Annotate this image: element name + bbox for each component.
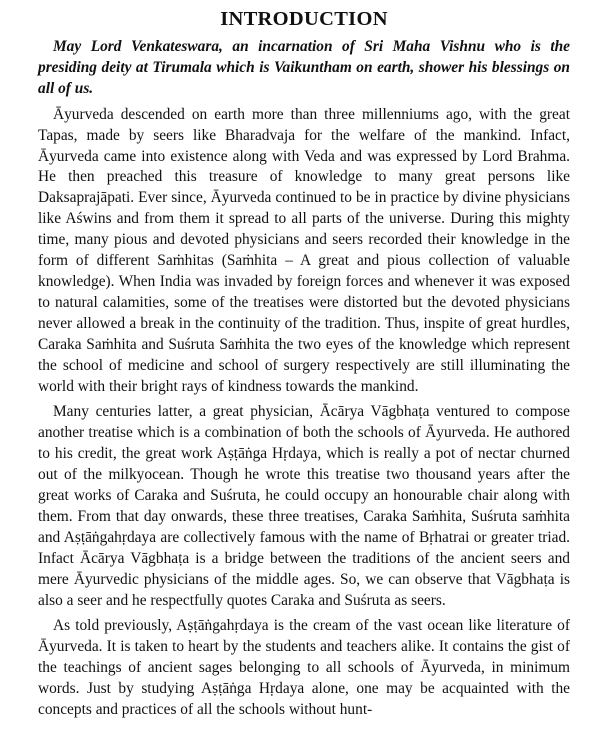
body-paragraph-1: Āyurveda descended on earth more than three millenniums ago, with the great Tapas, made by seers like Bharadvaja for the welfare of the mankind. Infact, Āyurveda came into existence along with Veda and was expressed by Lord Brahma. He then preached this treasure of knowledge to many great persons like Daksaprajāpati. Ever since, Āyurveda continued to be in practice by divine physicians like Aświns and from them it spread to all parts of the universe. During this mighty time, many pious and devoted physicians and seers recorded their knowledge in the form of different Saṁhitas (Saṁhita – A great and pious collection of valuable knowledge). When India was invaded by foreign forces and whenever it was exposed to natural calamities, some of the treatises were distorted but the devoted physicians never allowed a break in the continuity of the tradition. Thus, inspite of great hurdles, Caraka Saṁhita and Suśruta Saṁhita the two eyes of the knowledge which represent the school of medicine and school of surgery respectively are still illuminating the world with their bright rays of kindness towards the mankind. <box>38 105 570 395</box>
page-title: INTRODUCTION <box>220 8 388 30</box>
body-paragraph-3: As told previously, Aṣṭāṅgahṛdaya is the cream of the vast ocean like literature of Āyurveda. It is taken to heart by the students and teachers alike. It contains the gist of the teachings of ancient sages belonging to all schools of Āyurveda, in minimum words. Just by studying Aṣṭāṅga Hṛdaya alone, one may be acquainted with the concepts and practices of all the schools without hunt- <box>38 617 570 719</box>
invocation-paragraph: May Lord Venkateswara, an incarnation of Sri Maha Vishnu who is the presiding deity at Tirumala which is Vaikuntham on earth, shower his blessings on all of us. <box>38 38 570 97</box>
body-paragraph-2: Many centuries latter, a great physician, Ācārya Vāgbhaṭa ventured to compose another treatise which is a combination of both the schools of Āyurveda. He authored to his credit, the great work Aṣṭāṅga Hṛdaya, which is really a pot of nectar churned out of the milkyocean. Though he wrote this treatise two thousand years after the great works of Caraka and Suśruta, he could occupy an honourable chair along with them. From that day onwards, these three treatises, Caraka Saṁhita, Suśruta saṁhita and Aṣṭāṅgahṛdaya are collectively famous with the name of Bṛhatrai or greater triad. Infact Ācārya Vāgbhaṭa is a bridge between the traditions of the ancient seers and mere Āyurvedic physicians of the middle ages. So, we can observe that Vāgbhaṭa is also a seer and he respectfully quotes Caraka and Suśruta as seers. <box>38 403 570 609</box>
